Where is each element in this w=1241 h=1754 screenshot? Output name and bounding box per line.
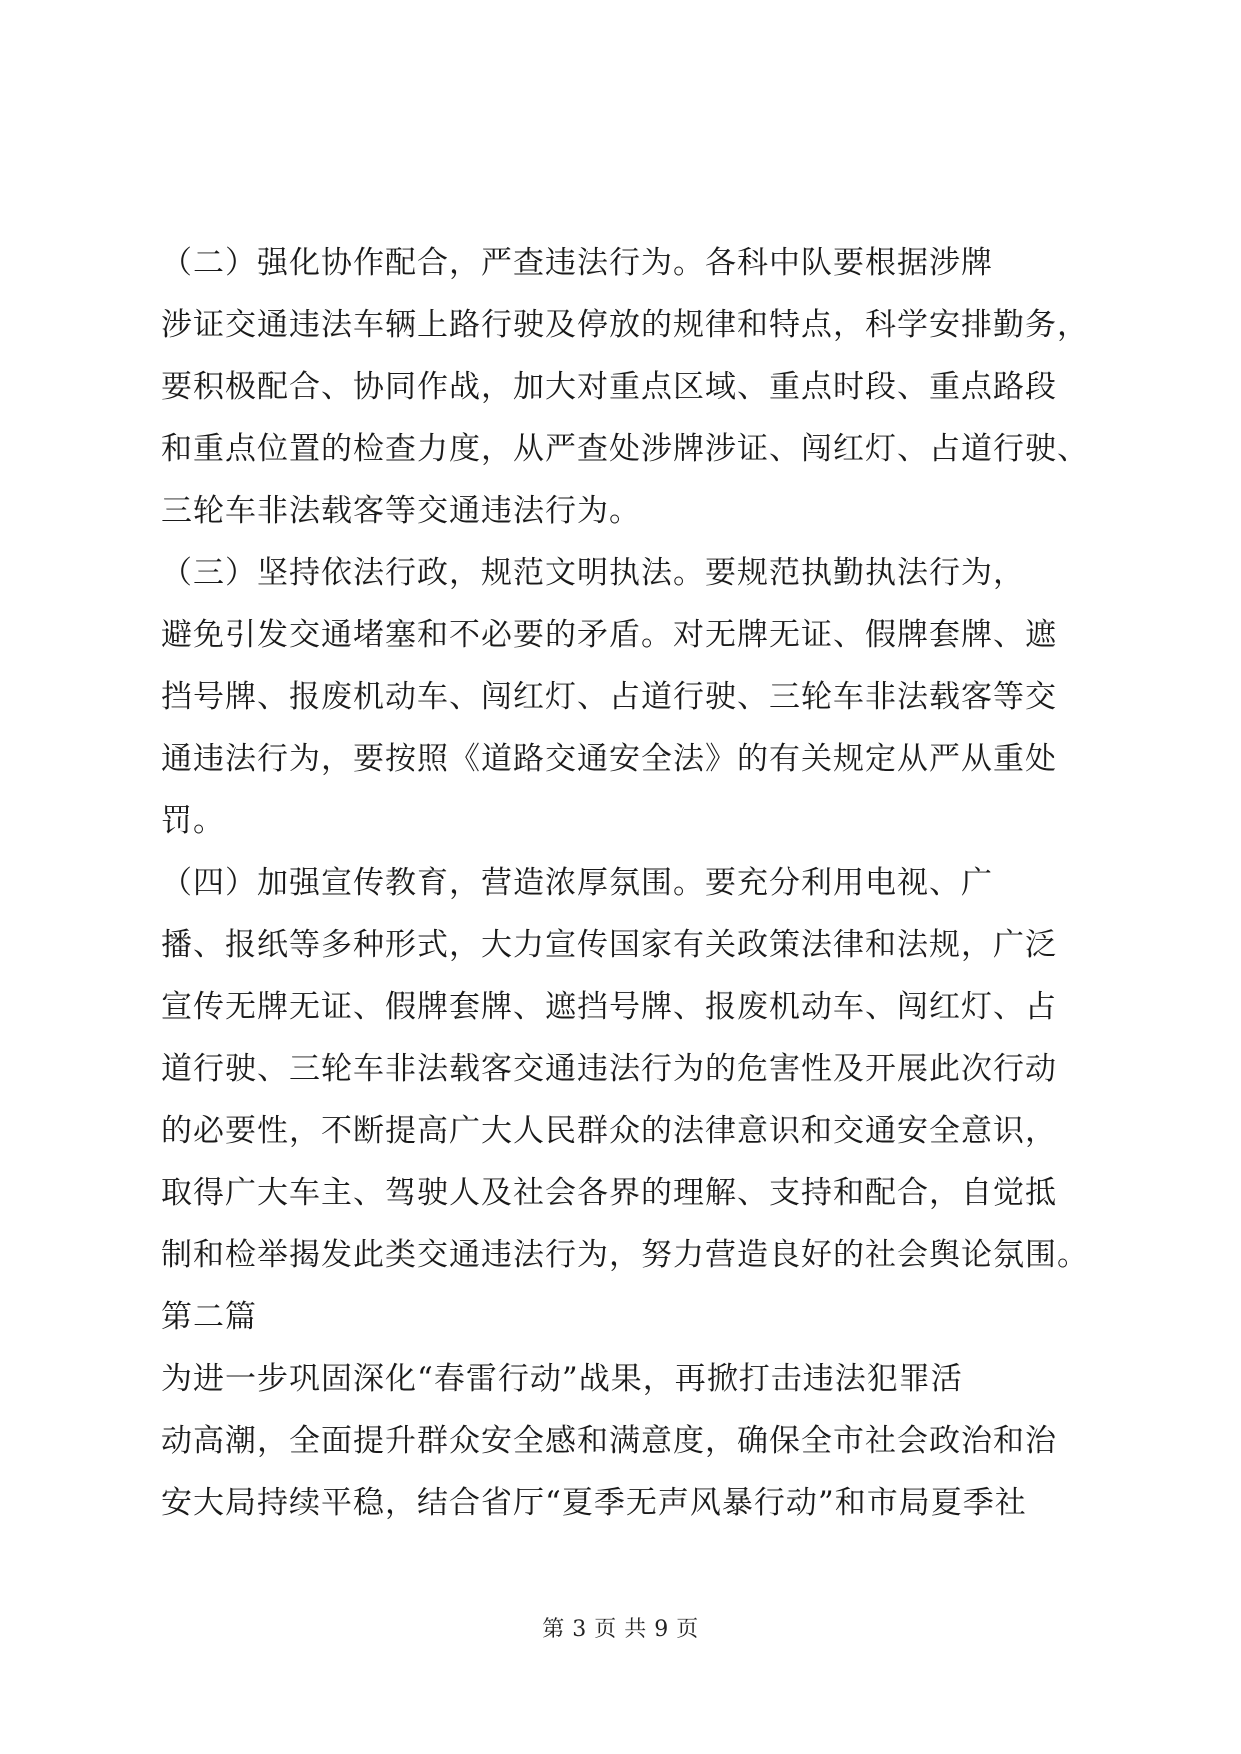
text-line: 宣传无牌无证、假牌套牌、遮挡号牌、报废机动车、闯红灯、占 <box>161 989 1057 1025</box>
text-line: 道行驶、三轮车非法载客交通违法行为的危害性及开展此次行动 <box>161 1051 1057 1087</box>
text-line: 和重点位置的检查力度，从严查处涉牌涉证、闯红灯、占道行驶、 <box>161 431 1089 467</box>
text-line: 避免引发交通堵塞和不必要的矛盾。对无牌无证、假牌套牌、遮 <box>161 617 1057 653</box>
text-line: 通违法行为，要按照《道路交通安全法》的有关规定从严从重处 <box>161 741 1057 777</box>
page-number-footer: 第 3 页 共 9 页 <box>542 1617 699 1642</box>
text-line: 动高潮，全面提升群众安全感和满意度，确保全市社会政治和治 <box>161 1423 1057 1459</box>
text-line: 取得广大车主、驾驶人及社会各界的理解、支持和配合，自觉抵 <box>161 1175 1057 1211</box>
text-line: 为进一步巩固深化“春雷行动”战果，再掀打击违法犯罪活 <box>161 1361 963 1397</box>
text-line: 安大局持续平稳，结合省厅“夏季无声风暴行动”和市局夏季社 <box>161 1485 1027 1521</box>
text-line: 三轮车非法载客等交通违法行为。 <box>161 493 641 529</box>
text-line: （三）坚持依法行政，规范文明执法。要规范执勤执法行为， <box>161 555 1025 591</box>
text-line: （二）强化协作配合，严查违法行为。各科中队要根据涉牌 <box>161 245 993 281</box>
text-line: 罚。 <box>161 803 225 839</box>
text-line: 播、报纸等多种形式，大力宣传国家有关政策法律和法规，广泛 <box>161 927 1057 963</box>
text-line: （四）加强宣传教育，营造浓厚氛围。要充分利用电视、广 <box>161 865 993 901</box>
text-line: 制和检举揭发此类交通违法行为，努力营造良好的社会舆论氛围。 <box>161 1237 1089 1273</box>
text-line: 的必要性，不断提高广大人民群众的法律意识和交通安全意识， <box>161 1113 1057 1149</box>
section-heading: 第二篇 <box>161 1299 257 1335</box>
text-line: 要积极配合、协同作战，加大对重点区域、重点时段、重点路段 <box>161 369 1057 405</box>
document-body <box>161 232 1091 1534</box>
text-line: 挡号牌、报废机动车、闯红灯、占道行驶、三轮车非法载客等交 <box>161 679 1057 715</box>
text-line: 涉证交通违法车辆上路行驶及停放的规律和特点，科学安排勤务， <box>161 307 1089 343</box>
